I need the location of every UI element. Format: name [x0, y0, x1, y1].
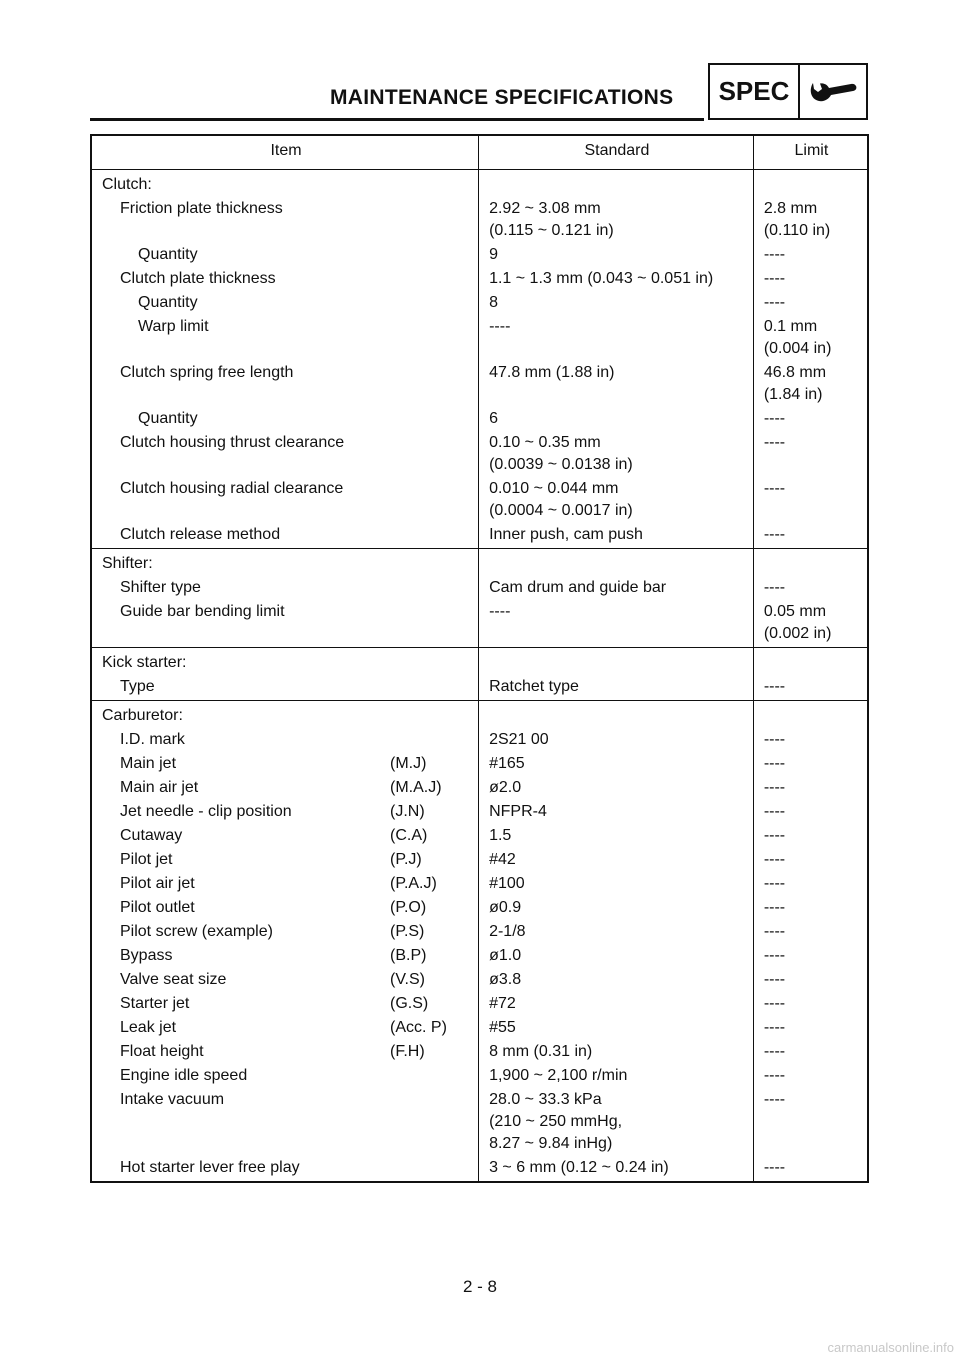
item-abbreviation: (P.S): [390, 923, 425, 940]
standard-value: 1.1 ~ 1.3 mm (0.043 ~ 0.051 in): [489, 270, 714, 287]
limit-value: ----: [763, 1159, 786, 1176]
standard-value: ----: [489, 603, 511, 620]
standard-cell: [479, 315, 754, 361]
item-abbreviation: (Acc. P): [390, 1019, 447, 1036]
limit-cell: [753, 523, 868, 549]
table-row: [91, 752, 868, 776]
limit-cell: [753, 992, 868, 1016]
item-cell: [91, 523, 479, 549]
header-title: MAINTENANCE SPECIFICATIONS: [330, 86, 674, 109]
item-abbreviation: (B.P): [390, 947, 427, 964]
item-cell: [91, 992, 479, 1016]
table-row: [91, 728, 868, 752]
table-row: [91, 1016, 868, 1040]
table-row: [91, 1040, 868, 1064]
item-label: Quantity: [138, 246, 198, 263]
limit-cell: [753, 800, 868, 824]
group-title-standard-cell: [479, 701, 754, 729]
limit-cell: [753, 1040, 868, 1064]
standard-cell: [479, 944, 754, 968]
item-cell: [91, 197, 479, 243]
item-cell: [91, 824, 479, 848]
standard-cell: [479, 848, 754, 872]
table-row: [91, 291, 868, 315]
item-cell: [91, 243, 479, 267]
watermark: carmanualsonline.info: [827, 1340, 954, 1355]
table-row: [91, 1156, 868, 1182]
item-cell: [91, 1040, 479, 1064]
group-title-limit-cell: [753, 170, 868, 198]
limit-value: ----: [763, 923, 786, 940]
item-label: Bypass: [120, 947, 173, 964]
item-wrap: [102, 1017, 447, 1039]
item-wrap: [102, 897, 426, 919]
table-row: [91, 776, 868, 800]
table-body: [91, 170, 868, 1183]
limit-cell: [753, 848, 868, 872]
item-cell: [91, 800, 479, 824]
standard-cell: [479, 776, 754, 800]
group-title-row: [91, 701, 868, 729]
limit-value: 0.1 mm: [763, 318, 818, 335]
table-row: [91, 896, 868, 920]
item-label: Quantity: [138, 410, 198, 427]
item-cell: [91, 291, 479, 315]
limit-value: 0.05 mm: [763, 603, 827, 620]
item-label: Pilot outlet: [120, 899, 195, 916]
item-wrap: [102, 408, 408, 430]
standard-cell: [479, 1040, 754, 1064]
item-cell: [91, 848, 479, 872]
limit-cell: [753, 1156, 868, 1182]
item-label: Pilot screw (example): [120, 923, 273, 940]
limit-value: ----: [763, 995, 786, 1012]
item-cell: [91, 752, 479, 776]
limit-value: ----: [763, 246, 786, 263]
item-wrap: [102, 1089, 390, 1111]
group-title-limit-cell: [753, 701, 868, 729]
limit-cell: [753, 824, 868, 848]
group-title-row: [91, 549, 868, 577]
limit-value: ----: [763, 827, 786, 844]
standard-value: ----: [489, 318, 511, 335]
standard-cell: [479, 291, 754, 315]
item-label: Starter jet: [120, 995, 190, 1012]
item-label: Engine idle speed: [120, 1067, 248, 1084]
table-row: [91, 477, 868, 523]
table-row: [91, 800, 868, 824]
group-title-standard-cell: [479, 648, 754, 676]
item-wrap: [102, 577, 390, 599]
item-label: Leak jet: [120, 1019, 177, 1036]
standard-value: (210 ~ 250 mmHg,: [489, 1113, 623, 1130]
standard-cell: [479, 1156, 754, 1182]
standard-value: 2.92 ~ 3.08 mm: [489, 200, 601, 217]
item-cell: [91, 267, 479, 291]
table-row: [91, 675, 868, 701]
limit-value: ----: [763, 1091, 786, 1108]
item-cell: [91, 968, 479, 992]
limit-cell: [753, 896, 868, 920]
standard-value: ø3.8: [489, 971, 522, 988]
limit-value: ----: [763, 971, 786, 988]
standard-value: 8.27 ~ 9.84 inHg): [489, 1135, 613, 1152]
group-title-standard-cell: [479, 549, 754, 577]
item-label: Float height: [120, 1043, 204, 1060]
standard-cell: [479, 431, 754, 477]
limit-cell: [753, 197, 868, 243]
standard-cell: [479, 675, 754, 701]
item-wrap: [102, 432, 390, 454]
standard-cell: [479, 728, 754, 752]
wrench-icon: [800, 65, 866, 118]
item-wrap: [102, 676, 390, 698]
item-label: Intake vacuum: [120, 1091, 225, 1108]
item-wrap: [102, 945, 426, 967]
table-row: [91, 243, 868, 267]
item-abbreviation: (V.S): [390, 971, 425, 988]
standard-value: ø2.0: [489, 779, 522, 796]
item-cell: [91, 315, 479, 361]
limit-value: ----: [763, 899, 786, 916]
item-cell: [91, 675, 479, 701]
item-wrap: [102, 993, 428, 1015]
item-abbreviation: (M.J): [390, 755, 427, 772]
item-wrap: [102, 316, 408, 338]
item-label: Quantity: [138, 294, 198, 311]
limit-value: ----: [763, 678, 786, 695]
standard-value: #72: [489, 995, 516, 1012]
standard-cell: [479, 267, 754, 291]
standard-value: 1,900 ~ 2,100 r/min: [489, 1067, 628, 1084]
standard-cell: [479, 523, 754, 549]
table-row: [91, 824, 868, 848]
standard-value: 1.5: [489, 827, 512, 844]
item-label: Main air jet: [120, 779, 199, 796]
limit-value: 2.8 mm: [763, 200, 818, 217]
limit-value: ----: [763, 875, 786, 892]
table-row: [91, 992, 868, 1016]
item-cell: [91, 1064, 479, 1088]
standard-value: 47.8 mm (1.88 in): [489, 364, 615, 381]
limit-cell: [753, 1016, 868, 1040]
limit-cell: [753, 361, 868, 407]
limit-value: ----: [763, 755, 786, 772]
limit-value: ----: [763, 779, 786, 796]
limit-value: ----: [763, 947, 786, 964]
spec-badge-text: SPEC: [710, 65, 800, 118]
item-label: Type: [120, 678, 155, 695]
item-cell: [91, 576, 479, 600]
item-wrap: [102, 729, 390, 751]
item-wrap: [102, 969, 425, 991]
standard-value: ø1.0: [489, 947, 522, 964]
item-label: Clutch spring free length: [120, 364, 294, 381]
item-label: Pilot jet: [120, 851, 173, 868]
table-header-row: [91, 135, 868, 170]
limit-value: ----: [763, 1043, 786, 1060]
limit-cell: [753, 728, 868, 752]
table-row: [91, 1064, 868, 1088]
limit-cell: [753, 675, 868, 701]
item-cell: [91, 1016, 479, 1040]
table-row: [91, 407, 868, 431]
item-cell: [91, 361, 479, 407]
column-header-standard: Standard: [479, 135, 754, 170]
limit-cell: [753, 752, 868, 776]
table-row: [91, 523, 868, 549]
item-wrap: [102, 921, 424, 943]
limit-cell: [753, 267, 868, 291]
item-abbreviation: (P.J): [390, 851, 422, 868]
item-label: Clutch plate thickness: [120, 270, 276, 287]
group-title-row: [91, 170, 868, 198]
spec-badge: [708, 63, 868, 120]
item-wrap: [102, 362, 390, 384]
standard-value: #165: [489, 755, 525, 772]
item-abbreviation: (P.O): [390, 899, 427, 916]
item-cell: [91, 896, 479, 920]
specs-table: [90, 134, 869, 1183]
limit-cell: [753, 315, 868, 361]
standard-value: 8: [489, 294, 498, 311]
standard-value: (0.0004 ~ 0.0017 in): [489, 502, 633, 519]
item-label: Main jet: [120, 755, 177, 772]
standard-cell: [479, 1088, 754, 1156]
item-wrap: [102, 1157, 390, 1179]
table-row: [91, 944, 868, 968]
item-wrap: [102, 1041, 425, 1063]
standard-value: #55: [489, 1019, 516, 1036]
item-cell: [91, 728, 479, 752]
standard-value: 0.10 ~ 0.35 mm: [489, 434, 601, 451]
standard-cell: [479, 361, 754, 407]
standard-value: #100: [489, 875, 525, 892]
standard-cell: [479, 800, 754, 824]
item-cell: [91, 1088, 479, 1156]
standard-cell: [479, 872, 754, 896]
table-row: [91, 600, 868, 648]
standard-cell: [479, 600, 754, 648]
group-title: Kick starter:: [102, 654, 187, 671]
item-label: Friction plate thickness: [120, 200, 283, 217]
standard-cell: [479, 243, 754, 267]
item-wrap: [102, 292, 408, 314]
limit-value: ----: [763, 1019, 786, 1036]
table-row: [91, 197, 868, 243]
standard-cell: [479, 576, 754, 600]
item-abbreviation: (C.A): [390, 827, 428, 844]
item-abbreviation: (P.A.J): [390, 875, 437, 892]
limit-value: ----: [763, 579, 786, 596]
standard-value: 3 ~ 6 mm (0.12 ~ 0.24 in): [489, 1159, 669, 1176]
standard-cell: [479, 197, 754, 243]
limit-value: ----: [763, 803, 786, 820]
standard-value: 28.0 ~ 33.3 kPa: [489, 1091, 602, 1108]
item-wrap: [102, 524, 390, 546]
standard-cell: [479, 752, 754, 776]
page-number: 2 - 8: [462, 1277, 498, 1296]
standard-value: #42: [489, 851, 516, 868]
item-wrap: [102, 601, 390, 623]
standard-value: 9: [489, 246, 498, 263]
item-label: Jet needle - clip position: [120, 803, 292, 820]
standard-value: NFPR-4: [489, 803, 547, 820]
standard-cell: [479, 824, 754, 848]
limit-cell: [753, 920, 868, 944]
standard-value: 6: [489, 410, 498, 427]
item-wrap: [102, 873, 437, 895]
standard-cell: [479, 1064, 754, 1088]
limit-value: ----: [763, 731, 786, 748]
standard-cell: [479, 992, 754, 1016]
item-wrap: [102, 268, 390, 290]
limit-cell: [753, 576, 868, 600]
standard-value: (0.0039 ~ 0.0138 in): [489, 456, 633, 473]
item-wrap: [102, 478, 390, 500]
standard-value: 2S21 00: [489, 731, 549, 748]
item-wrap: [102, 801, 425, 823]
item-label: Guide bar bending limit: [120, 603, 285, 620]
item-wrap: [102, 753, 426, 775]
item-abbreviation: (J.N): [390, 803, 425, 820]
item-wrap: [102, 198, 390, 220]
table-row: [91, 431, 868, 477]
standard-value: Ratchet type: [489, 678, 579, 695]
group-title: Shifter:: [102, 555, 153, 572]
table-row: [91, 848, 868, 872]
limit-value: ----: [763, 434, 786, 451]
group-title-limit-cell: [753, 549, 868, 577]
limit-value: ----: [763, 526, 786, 543]
limit-value: (1.84 in): [763, 386, 823, 403]
standard-value: ø0.9: [489, 899, 522, 916]
item-cell: [91, 1156, 479, 1182]
limit-cell: [753, 600, 868, 648]
limit-value: ----: [763, 270, 786, 287]
standard-cell: [479, 968, 754, 992]
item-abbreviation: (F.H): [390, 1043, 425, 1060]
limit-cell: [753, 477, 868, 523]
item-label: Shifter type: [120, 579, 201, 596]
standard-value: (0.115 ~ 0.121 in): [489, 222, 614, 239]
item-wrap: [102, 244, 408, 266]
column-header-item: Item: [91, 135, 479, 170]
item-wrap: [102, 849, 422, 871]
limit-cell: [753, 291, 868, 315]
item-wrap: [102, 825, 427, 847]
limit-cell: [753, 243, 868, 267]
item-label: Clutch housing radial clearance: [120, 480, 344, 497]
item-cell: [91, 944, 479, 968]
standard-cell: [479, 477, 754, 523]
item-wrap: [102, 1065, 390, 1087]
item-cell: [91, 477, 479, 523]
limit-cell: [753, 407, 868, 431]
limit-value: (0.110 in): [763, 222, 831, 239]
standard-cell: [479, 407, 754, 431]
item-cell: [91, 872, 479, 896]
item-label: Clutch housing thrust clearance: [120, 434, 345, 451]
table-row: [91, 1088, 868, 1156]
item-cell: [91, 407, 479, 431]
limit-cell: [753, 776, 868, 800]
group-title-standard-cell: [479, 170, 754, 198]
standard-cell: [479, 920, 754, 944]
standard-value: Cam drum and guide bar: [489, 579, 667, 596]
item-label: Clutch release method: [120, 526, 281, 543]
limit-value: ----: [763, 851, 786, 868]
group-title-limit-cell: [753, 648, 868, 676]
limit-cell: [753, 944, 868, 968]
item-cell: [91, 431, 479, 477]
item-wrap: [102, 777, 442, 799]
standard-cell: [479, 1016, 754, 1040]
group-title-row: [91, 648, 868, 676]
limit-value: ----: [763, 1067, 786, 1084]
standard-value: 0.010 ~ 0.044 mm: [489, 480, 619, 497]
item-abbreviation: (G.S): [390, 995, 429, 1012]
table-row: [91, 920, 868, 944]
table-row: [91, 968, 868, 992]
header-rule: [90, 118, 704, 121]
item-label: Valve seat size: [120, 971, 227, 988]
item-label: I.D. mark: [120, 731, 185, 748]
item-label: Cutaway: [120, 827, 183, 844]
limit-cell: [753, 1088, 868, 1156]
limit-value: ----: [763, 410, 786, 427]
column-header-limit: Limit: [753, 135, 868, 170]
table-row: [91, 267, 868, 291]
standard-value: Inner push, cam push: [489, 526, 643, 543]
group-title: Clutch:: [102, 176, 152, 193]
item-label: Pilot air jet: [120, 875, 195, 892]
limit-cell: [753, 1064, 868, 1088]
limit-value: ----: [763, 294, 786, 311]
table-row: [91, 315, 868, 361]
table-row: [91, 576, 868, 600]
item-label: Hot starter lever free play: [120, 1159, 300, 1176]
standard-cell: [479, 896, 754, 920]
table-row: [91, 361, 868, 407]
standard-value: 2-1/8: [489, 923, 526, 940]
limit-value: 46.8 mm: [763, 364, 827, 381]
limit-value: (0.004 in): [763, 340, 832, 357]
item-cell: [91, 920, 479, 944]
table-row: [91, 872, 868, 896]
item-label: Warp limit: [138, 318, 209, 335]
item-abbreviation: (M.A.J): [390, 779, 442, 796]
item-cell: [91, 776, 479, 800]
limit-value: (0.002 in): [763, 625, 832, 642]
limit-cell: [753, 968, 868, 992]
limit-cell: [753, 872, 868, 896]
standard-value: 8 mm (0.31 in): [489, 1043, 593, 1060]
limit-value: ----: [763, 480, 786, 497]
group-title: Carburetor:: [102, 707, 183, 724]
limit-cell: [753, 431, 868, 477]
item-cell: [91, 600, 479, 648]
